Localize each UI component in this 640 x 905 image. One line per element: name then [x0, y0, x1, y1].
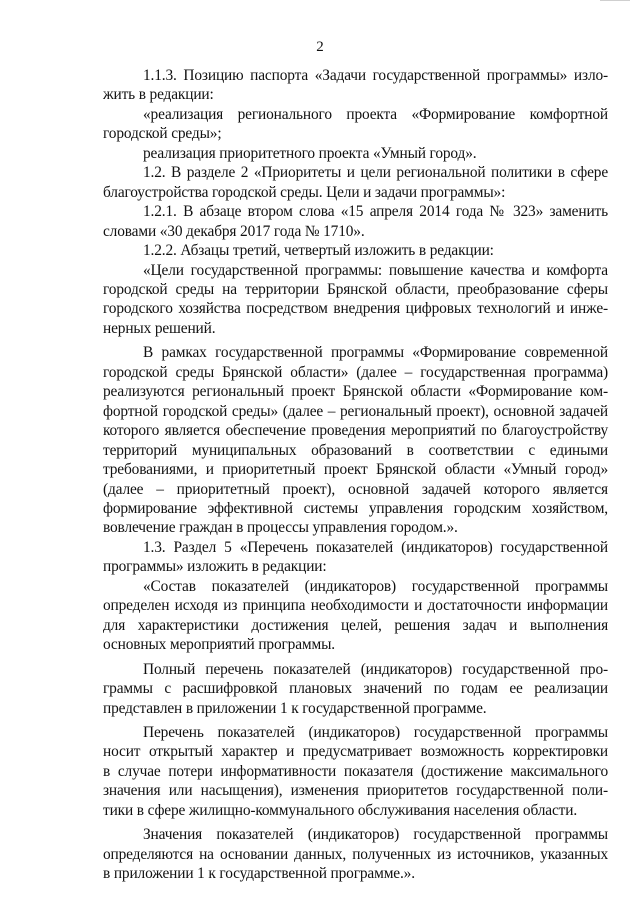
paragraph — [103, 538, 608, 577]
paragraph-line: благоустройства городской среды. Цели и задачи программы»: — [103, 183, 506, 201]
paragraph — [103, 202, 608, 241]
paragraph-line: которого является обеспечение проведения мероприятий по благоустройству — [103, 422, 608, 440]
paragraph-line: «Цели государственной программы: повышение качества и комфорта — [143, 261, 608, 279]
paragraph-line: 1.2.1. В абзаце втором слова «15 апреля 2014 года № 323» заменить — [143, 203, 608, 221]
paragraph-line: городской среды»; — [103, 125, 222, 143]
paragraph-line: В рамках государственной программы «Формирование современной — [143, 344, 608, 362]
paragraph-line: граммы с расшифровкой плановых значений по годам ее реализации — [103, 680, 608, 698]
document-body — [103, 66, 608, 884]
paragraph — [103, 66, 608, 105]
paragraph — [103, 144, 608, 163]
paragraph-line: 1.2. В разделе 2 «Приоритеты и цели региональной политики в сфере — [143, 164, 608, 182]
paragraph-line: нерных решений. — [103, 319, 216, 337]
paragraph-line: формирование эффективной системы управления городским хозяйством, — [103, 499, 608, 517]
paragraph — [103, 163, 608, 202]
page-number: 2 — [316, 39, 324, 55]
paragraph — [103, 723, 608, 820]
paragraph-line: фортной городской среды» (далее – региональный проект), основной задачей — [103, 402, 608, 420]
paragraph — [103, 577, 608, 655]
paragraph-line: определяются на основании данных, полученных из источников, указанных — [103, 845, 608, 863]
paragraph-line: (далее – приоритетный проект), основной задачей которого является — [103, 480, 608, 498]
paragraph-line: тики в сфере жилищно-коммунального обслуживания населения области. — [103, 801, 578, 819]
paragraph-line: городской среды Брянской области» (далее – государственная программа) — [103, 363, 608, 381]
paragraph-line: «Состав показателей (индикаторов) государственной программы — [143, 577, 608, 595]
paragraph-line: территорий муниципальных образований в соответствии с едиными — [103, 441, 608, 459]
paragraph-line: 1.1.3. Позицию паспорта «Задачи государственной программы» изло- — [143, 67, 608, 84]
paragraph — [103, 261, 608, 339]
paragraph-line: требованиями, и приоритетный проект Брянской области «Умный город» — [103, 461, 608, 479]
paragraph-line: основных мероприятий программы. — [103, 636, 335, 654]
paragraph — [103, 343, 608, 538]
paragraph-line: в приложении 1 к государственной программе.». — [103, 865, 415, 883]
paragraph-line: городского хозяйства посредством внедрения цифровых технологий и инже- — [103, 300, 608, 318]
paragraph-line: реализуются региональный проект Брянской области «Формирование ком- — [103, 383, 608, 401]
paragraph-line: носит открытый характер и предусматривает возможность корректировки — [103, 743, 608, 761]
paragraph-line: Перечень показателей (индикаторов) государственной программы — [143, 723, 608, 741]
paragraph-line: «реализация регионального проекта «Формирование комфортной — [143, 105, 608, 123]
paragraph-line: 1.3. Раздел 5 «Перечень показателей (индикаторов) государственной — [143, 538, 608, 556]
paragraph — [103, 241, 608, 260]
paragraph — [103, 825, 608, 883]
paragraph-line: в случае потери информативности показателя (достижение максимального — [103, 762, 608, 780]
paragraph-line: словами «30 декабря 2017 года № 1710». — [103, 222, 365, 240]
paragraph-line: для характеристики достижения целей, решения задач и выполнения — [103, 616, 608, 634]
paragraph — [103, 660, 608, 718]
scan-edge-mark — [600, 0, 630, 3]
paragraph-line: программы» изложить в редакции: — [103, 558, 327, 576]
paragraph-line: 1.2.2. Абзацы третий, четвертый изложить в редакции: — [143, 242, 494, 260]
paragraph-line: вовлечение граждан в процессы управления городом.». — [103, 519, 458, 537]
paragraph-line: реализация приоритетного проекта «Умный город». — [143, 144, 477, 162]
paragraph-line: городской среды на территории Брянской области, преобразование сферы — [103, 280, 608, 298]
paragraph-line: значения или насыщения), изменения приоритетов государственной поли- — [103, 782, 608, 800]
paragraph-line: жить в редакции: — [103, 86, 214, 104]
paragraph — [103, 105, 608, 144]
paragraph-line: Полный перечень показателей (индикаторов) государственной про- — [143, 660, 608, 678]
paragraph-line: определен исходя из принципа необходимости и достаточности информации — [103, 597, 608, 615]
paragraph-line: Значения показателей (индикаторов) государственной программы — [143, 826, 608, 844]
paragraph-line: представлен в приложении 1 к государственной программе. — [103, 699, 487, 717]
